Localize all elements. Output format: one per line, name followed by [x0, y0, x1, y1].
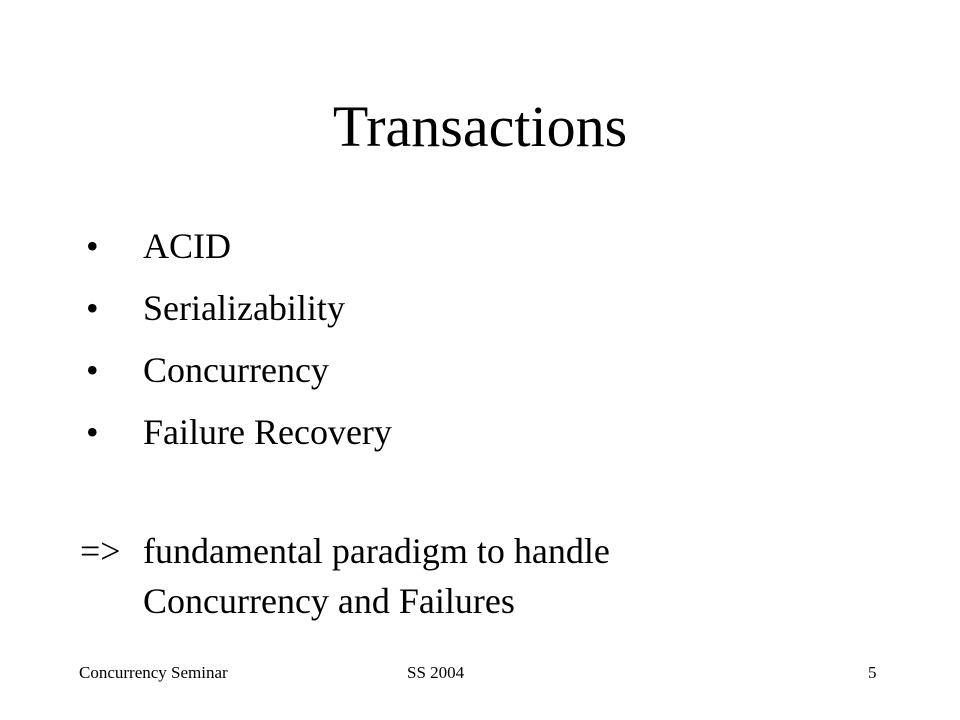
slide-title: Transactions [332, 94, 628, 159]
bullet-dot-icon: • [86, 226, 99, 266]
conclusion-line-1: fundamental paradigm to handle [143, 531, 610, 571]
footer-semester: SS 2004 [407, 663, 465, 682]
bullet-dot-icon: • [86, 350, 99, 390]
bullet-text: Failure Recovery [143, 412, 392, 452]
conclusion-line-2: Concurrency and Failures [143, 581, 515, 621]
footer-slide-number: 5 [868, 663, 877, 682]
bullet-dot-icon: • [86, 288, 99, 328]
bullet-text: ACID [143, 226, 231, 266]
bullet-text: Serializability [143, 288, 345, 328]
bullet-dot-icon: • [86, 412, 99, 452]
bullet-text: Concurrency [143, 350, 329, 390]
footer-course-name: Concurrency Seminar [79, 663, 228, 682]
implication-arrow: => [80, 531, 121, 571]
